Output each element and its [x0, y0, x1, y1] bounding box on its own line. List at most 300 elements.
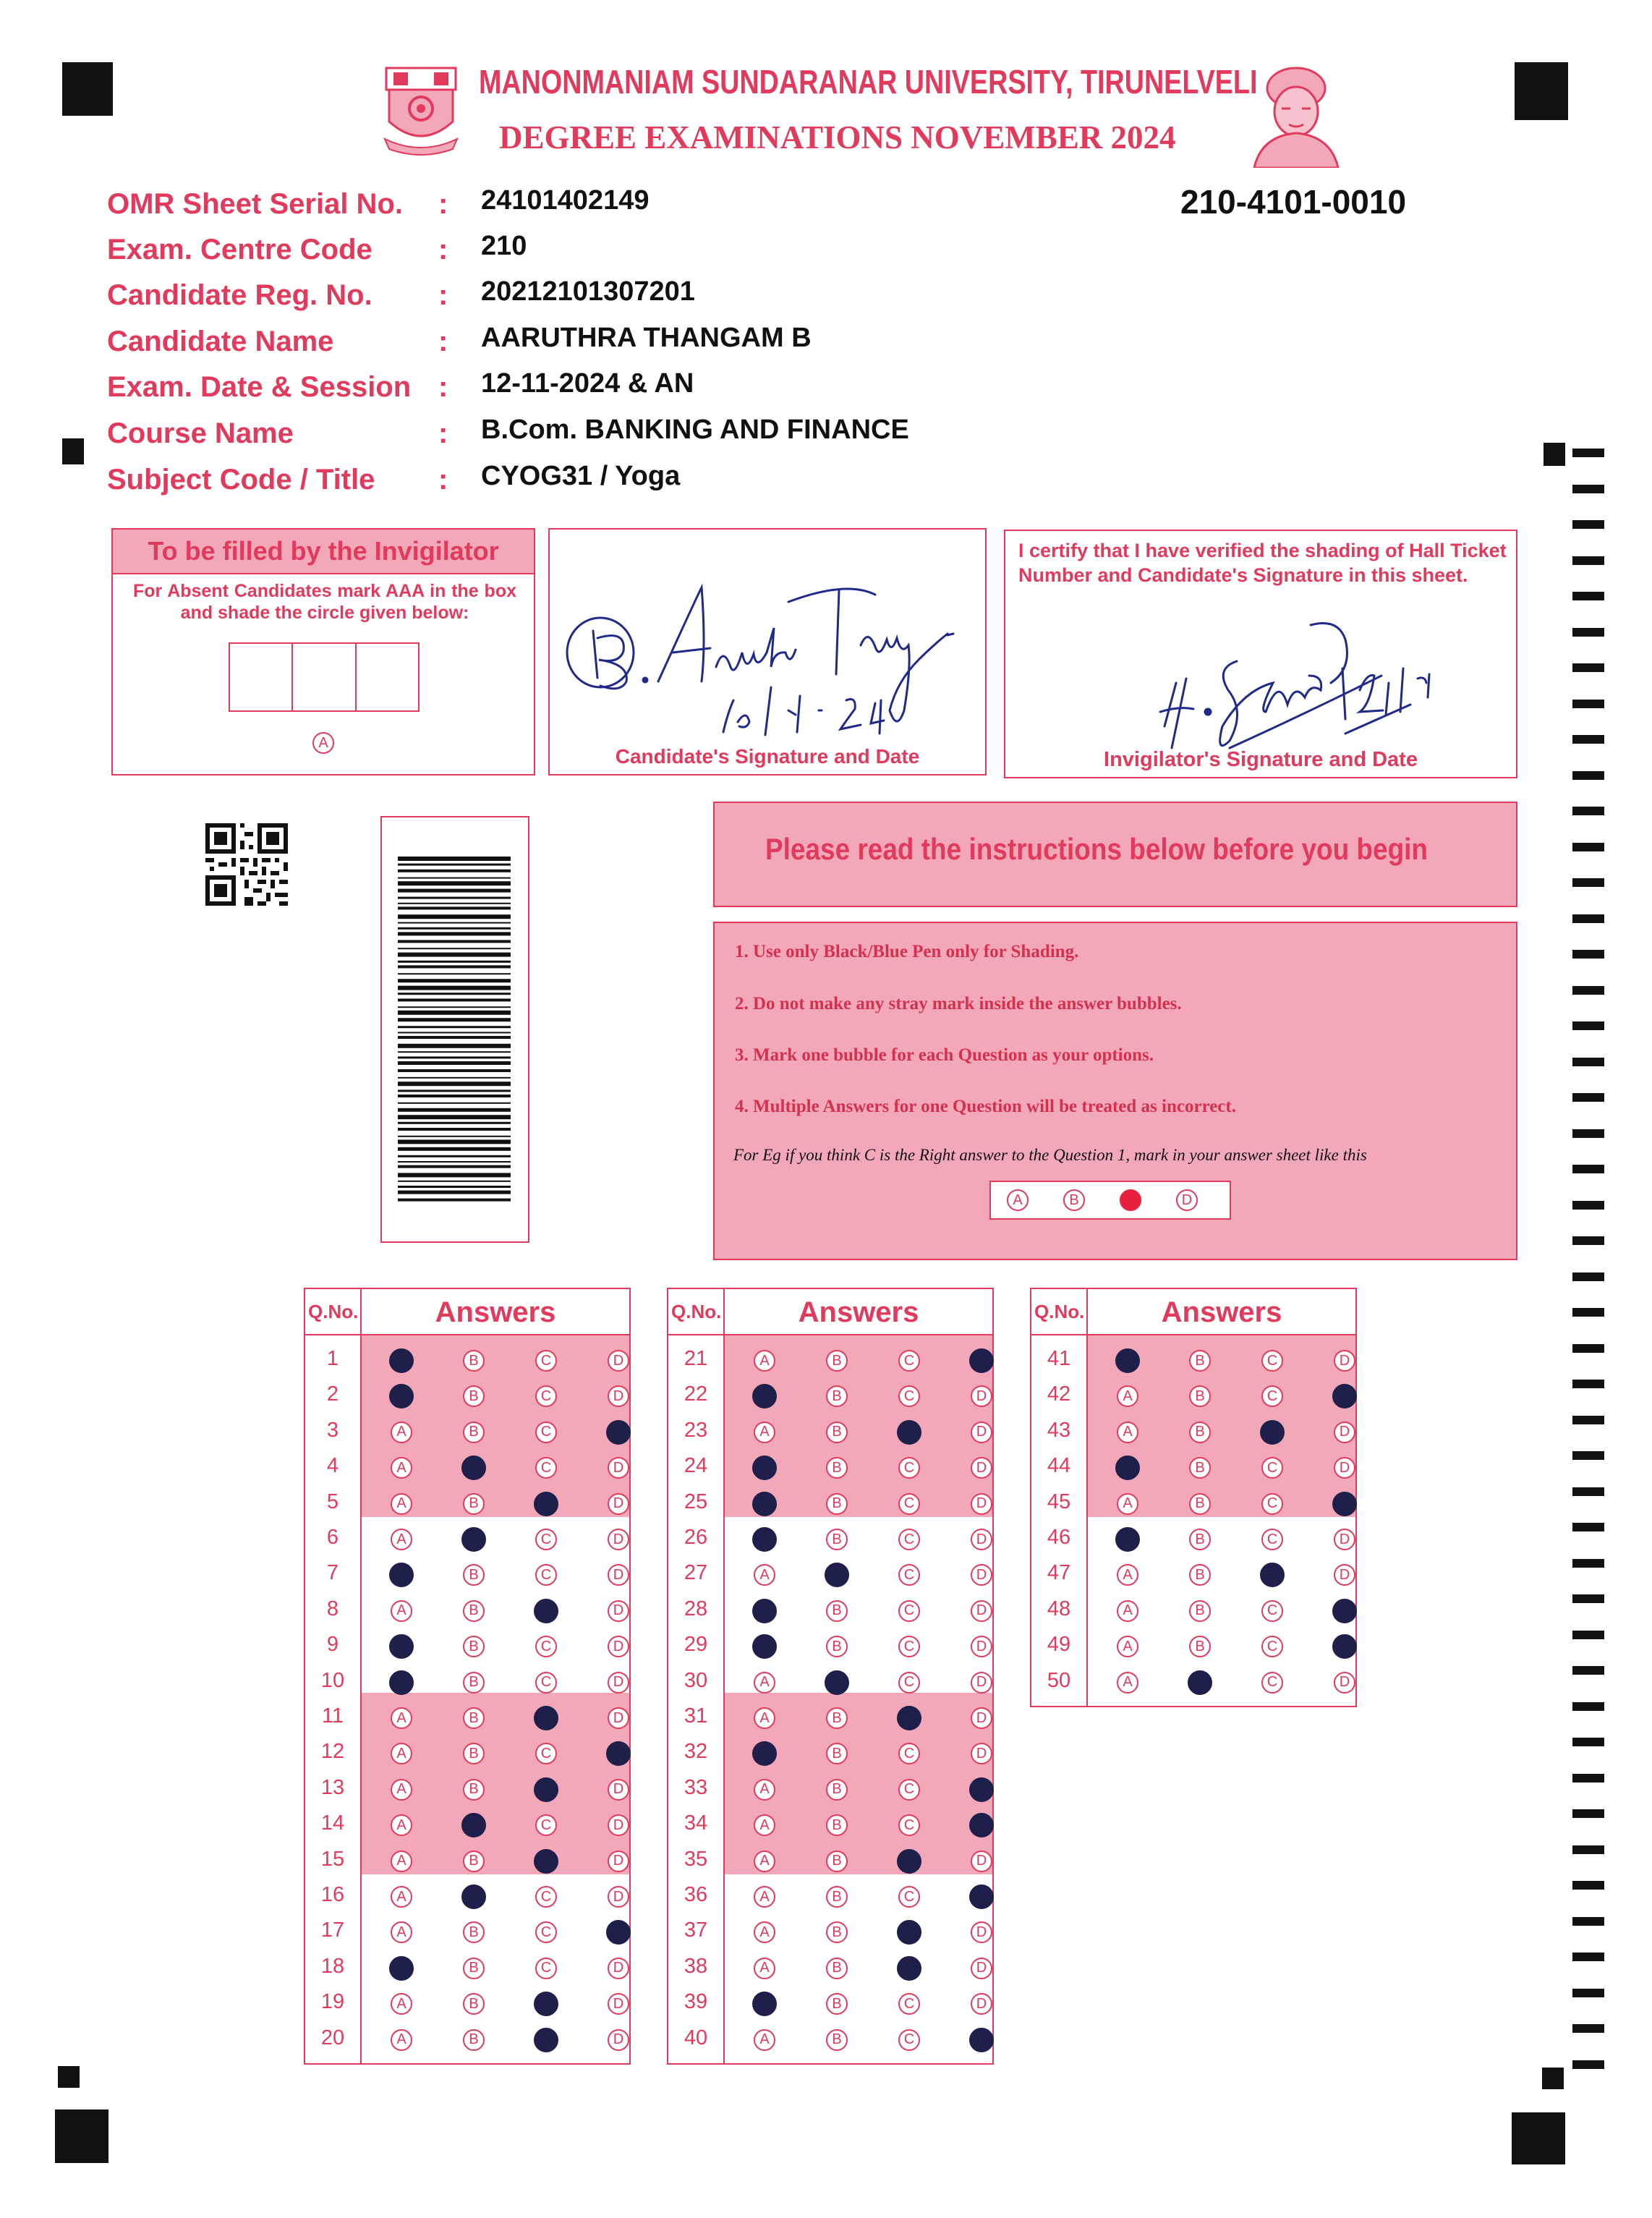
answer-bubble-q20-c[interactable]	[534, 2028, 558, 2052]
answer-bubble-q46-d[interactable]: D	[1334, 1529, 1355, 1550]
timing-mark	[1572, 2024, 1604, 2033]
answer-bubble-q47-c[interactable]	[1260, 1563, 1285, 1587]
answer-table-1	[304, 1288, 631, 2065]
answer-bubble-q22-b[interactable]: B	[826, 1385, 848, 1407]
question-number: 5	[326, 1490, 339, 1513]
answer-bubble-q32-d[interactable]: D	[971, 1743, 992, 1764]
answer-bubble-q48-d[interactable]	[1332, 1599, 1357, 1623]
timing-mark	[1572, 843, 1604, 851]
header-divider	[1031, 1334, 1355, 1335]
answer-bubble-q35-c[interactable]	[897, 1849, 921, 1874]
barcode-bar	[398, 961, 511, 963]
answer-bubble-q12-c[interactable]: C	[535, 1743, 557, 1764]
answer-bubble-q13-c[interactable]	[534, 1777, 558, 1802]
answer-bubble-q48-a[interactable]: A	[1117, 1600, 1138, 1622]
timing-mark	[1572, 1380, 1604, 1388]
qno-header: Q.No.	[1034, 1301, 1085, 1322]
info-value: AARUTHRA THANGAM B	[481, 323, 812, 353]
answer-bubble-q14-a[interactable]: A	[391, 1814, 412, 1836]
answer-bubble-q17-c[interactable]: C	[535, 1921, 557, 1943]
answer-bubble-q47-b[interactable]: B	[1189, 1564, 1211, 1586]
barcode-bar	[398, 1173, 511, 1177]
timing-mark	[1572, 807, 1604, 815]
answer-bubble-q1-a[interactable]	[389, 1348, 414, 1373]
barcode-bar	[398, 1011, 511, 1015]
answer-bubble-q34-c[interactable]: C	[898, 1814, 920, 1836]
answer-bubble-q35-d[interactable]: D	[971, 1851, 992, 1872]
answer-bubble-q44-b[interactable]: B	[1189, 1457, 1211, 1479]
answer-bubble-q10-c[interactable]: C	[535, 1672, 557, 1694]
barcode-bar	[398, 1122, 511, 1124]
answer-bubble-q22-d[interactable]: D	[971, 1385, 992, 1407]
question-number: 28	[684, 1597, 708, 1620]
info-label: OMR Sheet Serial No.	[107, 188, 403, 220]
answer-bubble-q42-a[interactable]: A	[1117, 1385, 1138, 1407]
answer-bubble-q24-c[interactable]: C	[898, 1457, 920, 1479]
answer-bubble-q41-b[interactable]: B	[1189, 1350, 1211, 1372]
answer-bubble-q16-c[interactable]: C	[535, 1886, 557, 1908]
answer-bubble-q36-d[interactable]	[969, 1885, 994, 1909]
answer-bubble-q1-b[interactable]: B	[463, 1350, 485, 1372]
answer-bubble-q21-c[interactable]: C	[898, 1350, 920, 1372]
answer-bubble-q8-c[interactable]	[534, 1599, 558, 1623]
barcode-bar	[398, 1061, 511, 1065]
answer-bubble-q41-c[interactable]: C	[1261, 1350, 1283, 1372]
answer-bubble-q45-b[interactable]: B	[1189, 1493, 1211, 1515]
answer-bubble-q20-b[interactable]: B	[463, 2029, 485, 2051]
answer-bubble-q46-a[interactable]	[1115, 1527, 1140, 1552]
answer-bubble-q25-c[interactable]: C	[898, 1493, 920, 1515]
answer-bubble-q39-c[interactable]: C	[898, 1993, 920, 2015]
answer-bubble-q43-c[interactable]	[1260, 1420, 1285, 1445]
answer-bubble-q37-a[interactable]: A	[754, 1921, 775, 1943]
answer-bubble-q18-b[interactable]: B	[463, 1958, 485, 1979]
answer-bubble-q49-c[interactable]: C	[1261, 1636, 1283, 1657]
answer-bubble-q20-a[interactable]: A	[391, 2029, 412, 2051]
answer-bubble-q24-a[interactable]	[752, 1456, 777, 1480]
answer-bubble-q50-d[interactable]: D	[1334, 1672, 1355, 1694]
answer-bubble-q17-a[interactable]: A	[391, 1921, 412, 1943]
answer-bubble-q36-b[interactable]: B	[826, 1886, 848, 1908]
answer-bubble-q38-c[interactable]	[897, 1956, 921, 1981]
barcode-bar	[398, 1181, 511, 1182]
answer-bubble-q26-d[interactable]: D	[971, 1529, 992, 1550]
question-number: 2	[326, 1382, 339, 1406]
barcode-bar	[398, 906, 511, 909]
answer-bubble-q43-d[interactable]: D	[1334, 1422, 1355, 1443]
answer-bubble-q35-b[interactable]: B	[826, 1851, 848, 1872]
timing-mark	[1572, 449, 1604, 457]
answer-bubble-q29-d[interactable]: D	[971, 1636, 992, 1657]
info-value: 24101402149	[481, 185, 650, 216]
answer-bubble-q42-c[interactable]: C	[1261, 1385, 1283, 1407]
barcode-bar	[398, 1147, 511, 1151]
answer-bubble-q7-a[interactable]	[389, 1563, 414, 1587]
question-number: 43	[1047, 1418, 1071, 1442]
answer-bubble-q48-b[interactable]: B	[1189, 1600, 1211, 1622]
answer-bubble-q23-b[interactable]: B	[826, 1422, 848, 1443]
absent-bubble[interactable]: A	[312, 732, 334, 754]
answer-bubble-q11-d[interactable]: D	[608, 1707, 629, 1729]
answer-bubble-q27-d[interactable]: D	[971, 1564, 992, 1586]
answer-bubble-q33-b[interactable]: B	[826, 1779, 848, 1801]
answer-bubble-q14-c[interactable]: C	[535, 1814, 557, 1836]
answer-bubble-q44-a[interactable]	[1115, 1456, 1140, 1480]
answer-bubble-q41-d[interactable]: D	[1334, 1350, 1355, 1372]
answer-bubble-q32-b[interactable]: B	[826, 1743, 848, 1764]
answer-bubble-q23-d[interactable]: D	[971, 1422, 992, 1443]
answer-bubble-q5-b[interactable]: B	[463, 1493, 485, 1515]
answer-bubble-q34-b[interactable]: B	[826, 1814, 848, 1836]
timing-mark	[1572, 1845, 1604, 1854]
answer-bubble-q2-d[interactable]: D	[608, 1385, 629, 1407]
question-number: 25	[684, 1490, 708, 1513]
barcode-bar	[398, 1036, 511, 1039]
answer-bubble-q38-d[interactable]: D	[971, 1958, 992, 1979]
barcode-bar	[398, 940, 511, 943]
answer-bubble-q16-a[interactable]: A	[391, 1886, 412, 1908]
answer-bubble-q50-a[interactable]: A	[1117, 1672, 1138, 1694]
answer-bubble-q47-d[interactable]: D	[1334, 1564, 1355, 1586]
question-number: 38	[684, 1954, 708, 1978]
answer-bubble-q49-b[interactable]: B	[1189, 1636, 1211, 1657]
answer-bubble-q50-c[interactable]: C	[1261, 1672, 1283, 1694]
answer-bubble-q24-d[interactable]: D	[971, 1457, 992, 1479]
answer-bubble-q11-a[interactable]: A	[391, 1707, 412, 1729]
answer-bubble-q15-d[interactable]: D	[608, 1851, 629, 1872]
answer-bubble-q46-c[interactable]: C	[1261, 1529, 1283, 1550]
answer-bubble-q3-b[interactable]: B	[463, 1422, 485, 1443]
barcode-bar	[398, 1018, 511, 1021]
barcode-bar	[398, 932, 511, 935]
timing-mark	[1572, 1344, 1604, 1353]
answer-bubble-q12-a[interactable]: A	[391, 1743, 412, 1764]
barcode-bar	[398, 1191, 511, 1194]
answer-bubble-q1-c[interactable]: C	[535, 1350, 557, 1372]
barcode-bar	[398, 1165, 511, 1168]
absent-box-2[interactable]	[293, 644, 356, 710]
timing-mark	[1572, 735, 1604, 744]
answer-bubble-q40-d[interactable]	[969, 2028, 994, 2052]
info-label: Candidate Reg. No.	[107, 279, 372, 311]
header-divider	[305, 1334, 629, 1335]
answer-bubble-q26-b[interactable]: B	[826, 1529, 848, 1550]
info-label: Candidate Name	[107, 326, 334, 357]
barcode-bar	[398, 953, 511, 957]
answer-bubble-q30-b[interactable]	[825, 1670, 849, 1695]
answer-bubble-q16-b[interactable]	[461, 1885, 486, 1909]
answer-bubble-q13-d[interactable]: D	[608, 1779, 629, 1801]
answer-bubble-q30-a[interactable]: A	[754, 1672, 775, 1694]
info-label: Subject Code / Title	[107, 464, 375, 496]
registration-mark-small-right-top	[1544, 443, 1565, 466]
answer-bubble-q37-c[interactable]	[897, 1920, 921, 1945]
answer-bubble-q27-b[interactable]	[825, 1563, 849, 1587]
barcode-bar	[398, 897, 511, 899]
timing-mark	[1572, 592, 1604, 600]
answer-bubble-q32-c[interactable]: C	[898, 1743, 920, 1764]
timing-mark	[1572, 1666, 1604, 1675]
answer-bubble-q36-c[interactable]: C	[898, 1886, 920, 1908]
answer-bubble-q45-a[interactable]: A	[1117, 1493, 1138, 1515]
qno-header: Q.No.	[308, 1301, 359, 1322]
answer-bubble-q39-a[interactable]	[752, 1992, 777, 2016]
info-colon: :	[438, 371, 448, 403]
timing-mark	[1572, 1881, 1604, 1890]
timing-mark	[1572, 1416, 1604, 1424]
barcode-bar	[398, 1139, 511, 1144]
answer-bubble-q31-a[interactable]: A	[754, 1707, 775, 1729]
info-label: Course Name	[107, 417, 294, 449]
timing-mark	[1572, 663, 1604, 672]
question-number: 39	[684, 1990, 708, 2014]
answer-bubble-q10-a[interactable]	[389, 1670, 414, 1695]
answer-bubble-q2-b[interactable]: B	[463, 1385, 485, 1407]
barcode-bar	[398, 870, 511, 872]
answer-bubble-q14-d[interactable]: D	[608, 1814, 629, 1836]
answer-bubble-q37-b[interactable]: B	[826, 1921, 848, 1943]
candidate-signature-box	[548, 528, 987, 776]
university-name: MANONMANIAM SUNDARANAR UNIVERSITY, TIRUNELVELI	[479, 63, 1258, 101]
answer-bubble-q38-a[interactable]: A	[754, 1958, 775, 1979]
answer-bubble-q9-b[interactable]: B	[463, 1636, 485, 1657]
answer-bubble-q31-b[interactable]: B	[826, 1707, 848, 1729]
answer-bubble-q28-b[interactable]: B	[826, 1600, 848, 1622]
instructions-banner	[713, 802, 1517, 907]
answer-bubble-q23-c[interactable]	[897, 1420, 921, 1445]
question-number: 40	[684, 2026, 708, 2049]
answer-bubble-q15-c[interactable]	[534, 1849, 558, 1874]
answer-bubble-q3-c[interactable]: C	[535, 1422, 557, 1443]
answer-bubble-q50-b[interactable]	[1188, 1670, 1212, 1695]
answer-bubble-q19-d[interactable]: D	[608, 1993, 629, 2015]
answer-bubble-q6-b[interactable]	[461, 1527, 486, 1552]
answer-bubble-q35-a[interactable]: A	[754, 1851, 775, 1872]
barcode-bar	[398, 1032, 511, 1033]
info-label: Exam. Centre Code	[107, 234, 372, 265]
question-number: 21	[684, 1347, 708, 1370]
timing-mark	[1572, 878, 1604, 887]
answer-bubble-q43-b[interactable]: B	[1189, 1422, 1211, 1443]
answer-bubble-q11-b[interactable]: B	[463, 1707, 485, 1729]
registration-mark-top-right	[1515, 62, 1568, 120]
timing-mark	[1572, 1272, 1604, 1281]
answer-bubble-q11-c[interactable]	[534, 1706, 558, 1730]
barcode	[398, 857, 514, 1204]
answer-bubble-q8-a[interactable]: A	[391, 1600, 412, 1622]
question-number: 29	[684, 1633, 708, 1657]
answer-bubble-q2-c[interactable]: C	[535, 1385, 557, 1407]
answer-bubble-q30-c[interactable]: C	[898, 1672, 920, 1694]
answer-bubble-q48-c[interactable]: C	[1261, 1600, 1283, 1622]
barcode-bar	[398, 1044, 511, 1048]
answer-bubble-q28-a[interactable]	[752, 1599, 777, 1623]
timing-mark	[1572, 914, 1604, 923]
answer-bubble-q10-b[interactable]: B	[463, 1672, 485, 1694]
answer-bubble-q25-b[interactable]: B	[826, 1493, 848, 1515]
barcode-bar	[398, 878, 511, 879]
answer-bubble-q40-a[interactable]: A	[754, 2029, 775, 2051]
answer-bubble-q29-b[interactable]: B	[826, 1636, 848, 1657]
answer-bubble-q13-b[interactable]: B	[463, 1779, 485, 1801]
answer-bubble-q19-c[interactable]	[534, 1992, 558, 2016]
answer-bubble-q18-c[interactable]: C	[535, 1958, 557, 1979]
answer-bubble-q4-a[interactable]: A	[391, 1457, 412, 1479]
barcode-bar	[398, 1077, 511, 1079]
invigilator-box	[111, 528, 535, 776]
answer-bubble-q34-a[interactable]: A	[754, 1814, 775, 1836]
answer-bubble-q45-d[interactable]	[1332, 1492, 1357, 1516]
answer-bubble-q6-c[interactable]: C	[535, 1529, 557, 1550]
exam-title: DEGREE EXAMINATIONS NOVEMBER 2024	[499, 119, 1176, 156]
answer-bubble-q44-d[interactable]: D	[1334, 1457, 1355, 1479]
answer-bubble-q21-a[interactable]: A	[754, 1350, 775, 1372]
answer-bubble-q39-b[interactable]: B	[826, 1993, 848, 2015]
answer-bubble-q31-c[interactable]	[897, 1706, 921, 1730]
answer-bubble-q43-a[interactable]: A	[1117, 1422, 1138, 1443]
answer-bubble-q40-b[interactable]: B	[826, 2029, 848, 2051]
answer-bubble-q1-d[interactable]: D	[608, 1350, 629, 1372]
university-logo	[383, 64, 459, 158]
answer-bubble-q10-d[interactable]: D	[608, 1672, 629, 1694]
question-number: 30	[684, 1668, 708, 1692]
answer-bubble-q27-c[interactable]: C	[898, 1564, 920, 1586]
answer-bubble-q4-d[interactable]: D	[608, 1457, 629, 1479]
registration-mark-top-left	[62, 62, 113, 116]
answer-bubble-q8-b[interactable]: B	[463, 1600, 485, 1622]
question-number: 33	[684, 1775, 708, 1799]
answer-bubble-q21-d[interactable]	[969, 1348, 994, 1373]
answer-bubble-q19-a[interactable]: A	[391, 1993, 412, 2015]
answer-bubble-q7-b[interactable]: B	[463, 1564, 485, 1586]
timing-mark	[1572, 1487, 1604, 1496]
barcode-bar	[398, 889, 511, 893]
question-number: 20	[320, 2026, 345, 2049]
answer-bubble-q4-c[interactable]: C	[535, 1457, 557, 1479]
answer-bubble-q33-d[interactable]	[969, 1777, 994, 1802]
answer-bubble-q6-a[interactable]: A	[391, 1529, 412, 1550]
answer-bubble-q9-a[interactable]	[389, 1634, 414, 1659]
answer-bubble-q23-a[interactable]: A	[754, 1422, 775, 1443]
answer-bubble-q20-d[interactable]: D	[608, 2029, 629, 2051]
answer-bubble-q49-d[interactable]	[1332, 1634, 1357, 1659]
answer-bubble-q34-d[interactable]	[969, 1813, 994, 1837]
answer-bubble-q9-c[interactable]: C	[535, 1636, 557, 1657]
answer-bubble-q33-a[interactable]: A	[754, 1779, 775, 1801]
answer-bubble-q4-b[interactable]	[461, 1456, 486, 1480]
answer-bubble-q18-d[interactable]: D	[608, 1958, 629, 1979]
barcode-bar	[398, 1136, 511, 1137]
answer-bubble-q25-a[interactable]	[752, 1492, 777, 1516]
candidate-signature-caption: Candidate's Signature and Date	[615, 745, 920, 768]
answer-bubble-q16-d[interactable]: D	[608, 1886, 629, 1908]
answer-bubble-q3-d[interactable]	[606, 1420, 631, 1445]
answer-bubble-q21-b[interactable]: B	[826, 1350, 848, 1372]
answer-bubble-q26-c[interactable]: C	[898, 1529, 920, 1550]
answer-bubble-q36-a[interactable]: A	[754, 1886, 775, 1908]
answer-bubble-q33-c[interactable]: C	[898, 1779, 920, 1801]
barcode-bar	[398, 1006, 511, 1008]
answer-bubble-q17-d[interactable]	[606, 1920, 631, 1945]
answer-bubble-q9-d[interactable]: D	[608, 1636, 629, 1657]
absent-box-3[interactable]	[357, 644, 418, 710]
barcode-bar	[398, 1082, 511, 1086]
answer-bubble-q3-a[interactable]: A	[391, 1422, 412, 1443]
answer-bubble-q14-b[interactable]	[461, 1813, 486, 1837]
registration-mark-small-left	[62, 438, 84, 464]
answer-bubble-q31-d[interactable]: D	[971, 1707, 992, 1729]
answer-bubble-q8-d[interactable]: D	[608, 1600, 629, 1622]
answer-bubble-q40-c[interactable]: C	[898, 2029, 920, 2051]
registration-mark-bottom-left	[55, 2109, 108, 2163]
answer-bubble-q44-c[interactable]: C	[1261, 1457, 1283, 1479]
absent-instruction: For Absent Candidates mark AAA in the box and shade the circle given below:	[133, 581, 516, 623]
answers-header: Answers	[435, 1296, 556, 1328]
question-number: 31	[684, 1704, 708, 1728]
answer-table-3	[1030, 1288, 1357, 1707]
answer-bubble-q15-a[interactable]: A	[391, 1851, 412, 1872]
question-number: 48	[1047, 1597, 1071, 1620]
barcode-bar	[398, 857, 511, 861]
answer-bubble-q42-b[interactable]: B	[1189, 1385, 1211, 1407]
question-number: 37	[684, 1919, 708, 1942]
answer-bubble-q45-c[interactable]: C	[1261, 1493, 1283, 1515]
answer-bubble-q5-d[interactable]: D	[608, 1493, 629, 1515]
answer-bubble-q37-d[interactable]: D	[971, 1921, 992, 1943]
barcode-bar	[398, 1095, 511, 1097]
answer-bubble-q49-a[interactable]: A	[1117, 1636, 1138, 1657]
answer-bubble-q29-c[interactable]: C	[898, 1636, 920, 1657]
absent-code-boxes	[229, 642, 420, 712]
info-colon: :	[438, 279, 448, 311]
answer-bubble-q38-b[interactable]: B	[826, 1958, 848, 1979]
answer-bubble-q39-d[interactable]: D	[971, 1993, 992, 2015]
answer-bubble-q22-c[interactable]: C	[898, 1385, 920, 1407]
question-number: 14	[320, 1811, 345, 1835]
answer-bubble-q28-c[interactable]: C	[898, 1600, 920, 1622]
answer-bubble-q47-a[interactable]: A	[1117, 1564, 1138, 1586]
answer-bubble-q15-b[interactable]: B	[463, 1851, 485, 1872]
question-number: 23	[684, 1418, 708, 1442]
answer-bubble-q27-a[interactable]: A	[754, 1564, 775, 1586]
answer-bubble-q7-d[interactable]: D	[608, 1564, 629, 1586]
answer-bubble-q13-a[interactable]: A	[391, 1779, 412, 1801]
answer-bubble-q17-b[interactable]: B	[463, 1921, 485, 1943]
answer-bubble-q5-c[interactable]	[534, 1492, 558, 1516]
answer-bubble-q30-d[interactable]: D	[971, 1672, 992, 1694]
answer-bubble-q19-b[interactable]: B	[463, 1993, 485, 2015]
answer-bubble-q5-a[interactable]: A	[391, 1493, 412, 1515]
candidate-signature	[557, 558, 984, 739]
answer-bubble-q6-d[interactable]: D	[608, 1529, 629, 1550]
answer-bubble-q28-d[interactable]: D	[971, 1600, 992, 1622]
answer-bubble-q29-a[interactable]	[752, 1634, 777, 1659]
answer-bubble-q26-a[interactable]	[752, 1527, 777, 1552]
instruction-3: 3. Mark one bubble for each Question as your options.	[735, 1045, 1154, 1065]
info-colon: :	[438, 464, 448, 496]
absent-box-1[interactable]	[230, 644, 293, 710]
column-divider	[360, 1289, 362, 2063]
answer-bubble-q46-b[interactable]: B	[1189, 1529, 1211, 1550]
barcode-bar	[398, 1115, 511, 1119]
question-number: 35	[684, 1847, 708, 1871]
answer-bubble-q41-a[interactable]	[1115, 1348, 1140, 1373]
answer-bubble-q25-d[interactable]: D	[971, 1493, 992, 1515]
answer-bubble-q7-c[interactable]: C	[535, 1564, 557, 1586]
answer-bubble-q24-b[interactable]: B	[826, 1457, 848, 1479]
answer-bubble-q18-a[interactable]	[389, 1956, 414, 1981]
answer-bubble-q12-b[interactable]: B	[463, 1743, 485, 1764]
